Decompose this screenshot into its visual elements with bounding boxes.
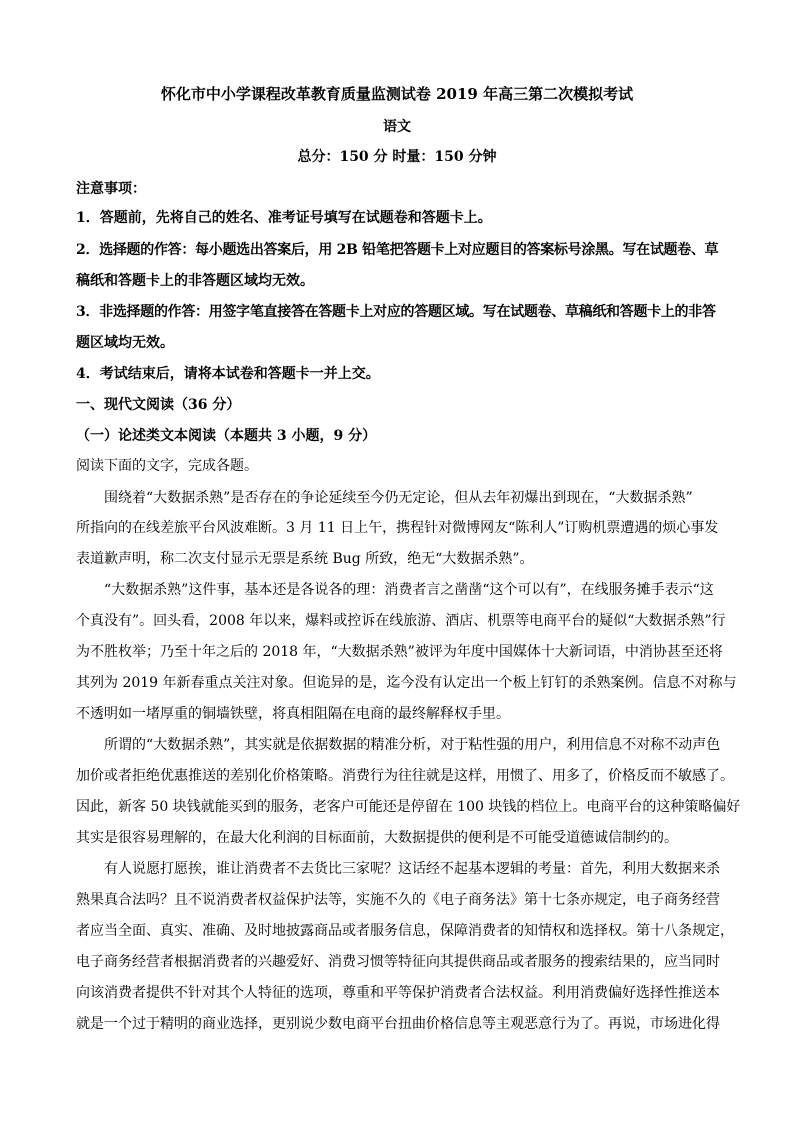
notice-line: 1．答题前，先将自己的姓名、准考证号填写在试题卷和答题卡上。	[76, 210, 492, 226]
notice-line: 题区域均无效。	[76, 335, 174, 351]
body-line: 电子商务经营者根据消费者的兴趣爱好、消费习惯等特征向其提供商品或者服务的搜索结果的，应当同时	[76, 954, 720, 970]
body-line: 其列为 2019 年新春重点关注对象。但诡异的是，迄今没有认定出一个板上钉钉的杀熟案例。信息不对称与	[76, 675, 737, 691]
body-line: 就是一个过于精明的商业选择，更别说少数电商平台扭曲价格信息等主观恶意行为了。再说，市场进化得	[76, 1016, 720, 1032]
subject-title: 语文	[383, 119, 411, 135]
body-line: 熟果真合法吗？且不说消费者权益保护法等，实施不久的《电子商务法》第十七条亦规定，电子商务经营	[76, 892, 720, 908]
exam-title: 怀化市中小学课程改革教育质量监测试卷 2019 年高三第二次模拟考试	[160, 85, 634, 103]
score-time: 总分：150 分 时量：150 分钟	[297, 149, 497, 165]
notice-heading: 注意事项：	[76, 181, 146, 197]
notice-line: 2．选择题的作答：每小题选出答案后，用 2B 铅笔把答题卡上对应题目的答案标号涂黑。写在试题卷、草	[76, 242, 719, 258]
body-line: 所谓的“大数据杀熟”，其实就是依据数据的精准分析，对于粘性强的用户，利用信息不对称不动声色	[104, 737, 721, 753]
body-line: 有人说愿打愿挨，谁让消费者不去货比三家呢？这话经不起基本逻辑的考量：首先，利用大数据来杀	[104, 861, 720, 877]
body-line: 加价或者拒绝优惠推送的差别化价格策略。消费行为往往就是这样，用惯了、用多了，价格反而不敏感了。	[76, 768, 734, 784]
body-line: 向该消费者提供不针对其个人特征的选项，尊重和平等保护消费者合法权益。利用消费偏好选择性推送本	[76, 985, 720, 1001]
body-line: 不透明如一堵厚重的铜墙铁壁，将真相阻隔在电商的最终解释权手里。	[76, 706, 510, 722]
body-line: 其实是很容易理解的，在最大化利润的目标面前，大数据提供的便利是不可能受道德诚信制约的。	[76, 830, 678, 846]
body-line: 围绕着“大数据杀熟”是否存在的争论延续至今仍无定论，但从去年初爆出到现在，“大数据杀熟”	[104, 490, 693, 506]
body-line: 因此，新客 50 块钱就能买到的服务，老客户可能还是停留在 100 块钱的档位上。电商平台的这种策略偏好	[76, 799, 741, 815]
notice-line: 稿纸和答题卡上的非答题区域均无效。	[76, 273, 314, 289]
body-line: 者应当全面、真实、准确、及时地披露商品或者服务信息，保障消费者的知情权和选择权。第十八条规定，	[76, 923, 734, 939]
body-line: 个真没有”。回头看，2008 年以来，爆料或控诉在线旅游、酒店、机票等电商平台的疑似“大数据杀熟”行	[76, 613, 726, 629]
notice-line: 3．非选择题的作答：用签字笔直接答在答题卡上对应的答题区域。写在试题卷、草稿纸和答题卡上的非答	[76, 304, 716, 320]
instruction: 阅读下面的文字，完成各题。	[76, 458, 258, 474]
section-heading: 一、现代文阅读（36 分）	[76, 397, 241, 413]
notice-line: 4．考试结束后，请将本试卷和答题卡一并上交。	[76, 366, 380, 382]
body-line: “大数据杀熟”这件事，基本还是各说各的理：消费者言之凿凿“这个可以有”，在线服务摊手表示“这	[104, 582, 714, 598]
body-line: 表道歉声明，称二次支付显示无票是系统 Bug 所致，绝无“大数据杀熟”。	[76, 551, 534, 567]
body-line: 为不胜枚举；乃至十年之后的 2018 年，“大数据杀熟”被评为年度中国媒体十大新词语，中消协甚至还将	[76, 644, 723, 660]
body-line: 所指向的在线差旅平台风波难断。3 月 11 日上午，携程针对微博网友“陈利人”订购机票遭遇的烦心事发	[76, 520, 719, 536]
subsection-heading: （一）论述类文本阅读（本题共 3 小题，9 分）	[76, 428, 377, 444]
